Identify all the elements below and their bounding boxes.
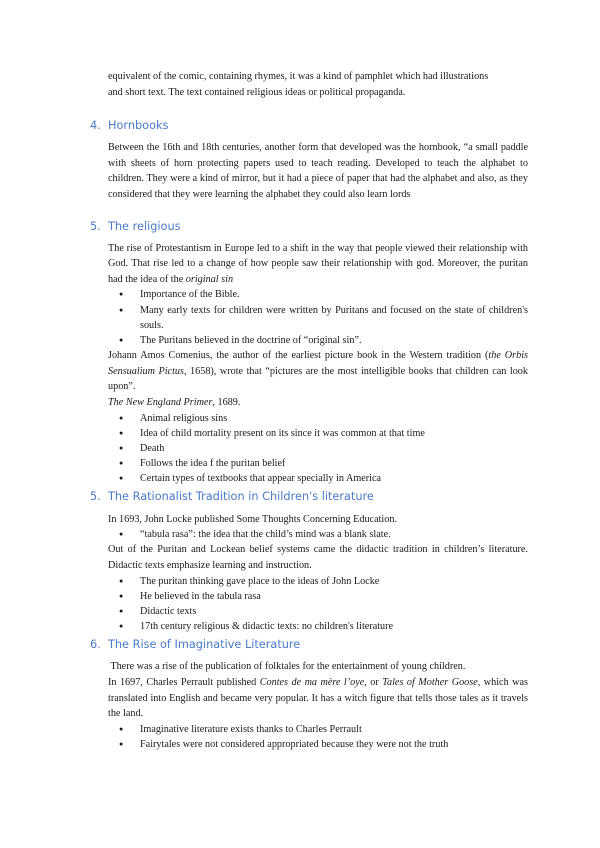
perrault-text-c: , which was translated into English and became very popular. It has a witch figure that tells those tales as it travels the land. <box>108 676 528 720</box>
list-item: ● Animal religious sins <box>108 411 528 426</box>
heading-title: The religious <box>108 219 181 233</box>
rationalist-paragraph: Out of the Puritan and Lockean belief systems came the didactic tradition in children’s literature. Didactic texts emphasize learning and instruction. <box>108 544 528 571</box>
tabula-rasa-list <box>108 527 528 542</box>
primer-bullet-list <box>108 411 528 487</box>
heading-title: Hornbooks <box>108 119 169 133</box>
heading-title: The Rationalist Tradition in Children's literature <box>108 489 374 503</box>
intro-text <box>108 69 528 100</box>
heading-hornbooks <box>90 117 510 135</box>
folktales-line: There was a rise of the publication of folktales for the entertainment of young children. <box>108 661 466 673</box>
locke-line: In 1693, John Locke published Some Thoughts Concerning Education. <box>108 513 397 525</box>
intro-line-1: equivalent of the comic, containing rhymes, it was a kind of pamphlet which had illustrations <box>108 71 489 82</box>
list-item: ● The Puritans believed in the doctrine of “original sin”. <box>108 333 528 348</box>
rationalist-bullet-list <box>108 574 528 635</box>
religious-paragraph <box>108 241 528 288</box>
list-item: ● Fairytales were not considered appropriated because they were not the truth <box>108 737 528 752</box>
religious-text: The rise of Protestantism in Europe led to a shift in the way that people viewed their relationship with God. That rise led to a change of how people saw their relationship with god. Moreover, the puritan had the idea of the <box>108 242 528 285</box>
list-item: ● Certain types of textbooks that appear specially in America <box>108 471 528 486</box>
heading-number: 4. <box>90 119 101 133</box>
original-sin-italic: original sin <box>185 273 234 285</box>
heading-number: 6. <box>90 638 101 652</box>
perrault-text-b: , or <box>364 676 383 688</box>
primer-title-italic: The New England Primer <box>108 396 213 408</box>
list-item: ● Didactic texts <box>108 604 528 619</box>
list-item: ● The puritan thinking gave place to the ideas of John Locke <box>108 574 528 589</box>
list-item: ● Follows the idea f the puritan belief <box>108 456 528 471</box>
list-item: ● He believed in the tabula rasa <box>108 589 528 604</box>
list-item: ● Many early texts for children were written by Puritans and focused on the state of children's souls. <box>108 303 528 333</box>
list-item: ● 17th century religious & didactic texts: no children's literature <box>108 619 528 634</box>
mother-goose-title-italic: Tales of Mother Goose <box>382 676 478 688</box>
hornbooks-paragraph: Between the 16th and 18th centuries, another form that developed was the hornbook, “a small paddle with sheets of horn protecting papers used to teach reading. Developed to teach the alphabet to children. They were a kind of mirror, but it had a piece of paper that had the alphabet and also, as they considered that they were learning the alphabet they could also learn lords <box>108 142 528 200</box>
orbis-title-italic: the Orbis Sensualium Pictus <box>108 350 529 377</box>
comenius-text-a: Johann Amos Comenius, the author of the earliest picture book in the Western tradition ( <box>108 350 489 362</box>
heading-title: The Rise of Imaginative Literature <box>108 638 301 652</box>
page-content <box>90 69 529 752</box>
heading-number: 5. <box>90 219 101 233</box>
primer-line <box>108 395 528 411</box>
heading-imaginative <box>90 636 510 654</box>
heading-number: 5. <box>90 489 101 503</box>
list-item: ● Importance of the Bible. <box>108 287 528 302</box>
contes-title-italic: Contes de ma mère l’oye <box>259 676 365 688</box>
list-item: ● Imaginative literature exists thanks to Charles Perrault <box>108 722 528 737</box>
religious-bullet-list <box>108 287 528 348</box>
perrault-text-a: In 1697, Charles Perrault published <box>108 676 260 688</box>
list-item: ● “tabula rasa”: the idea that the child’s mind was a blank slate. <box>108 527 528 542</box>
comenius-text-b: , 1658), wrote that “pictures are the most intelligible books that children can look upon”. <box>108 365 528 393</box>
intro-line-2: and short text. The text contained religious ideas or political propaganda. <box>108 86 406 98</box>
heading-religious <box>90 218 510 236</box>
imaginative-bullet-list <box>108 722 528 752</box>
comenius-paragraph <box>108 348 528 395</box>
perrault-paragraph <box>108 675 528 722</box>
list-item: ● Death <box>108 441 528 456</box>
list-item: ● Idea of child mortality present on its since it was common at that time <box>108 426 528 441</box>
heading-rationalist <box>90 488 510 506</box>
primer-year: , 1689. <box>212 396 241 408</box>
